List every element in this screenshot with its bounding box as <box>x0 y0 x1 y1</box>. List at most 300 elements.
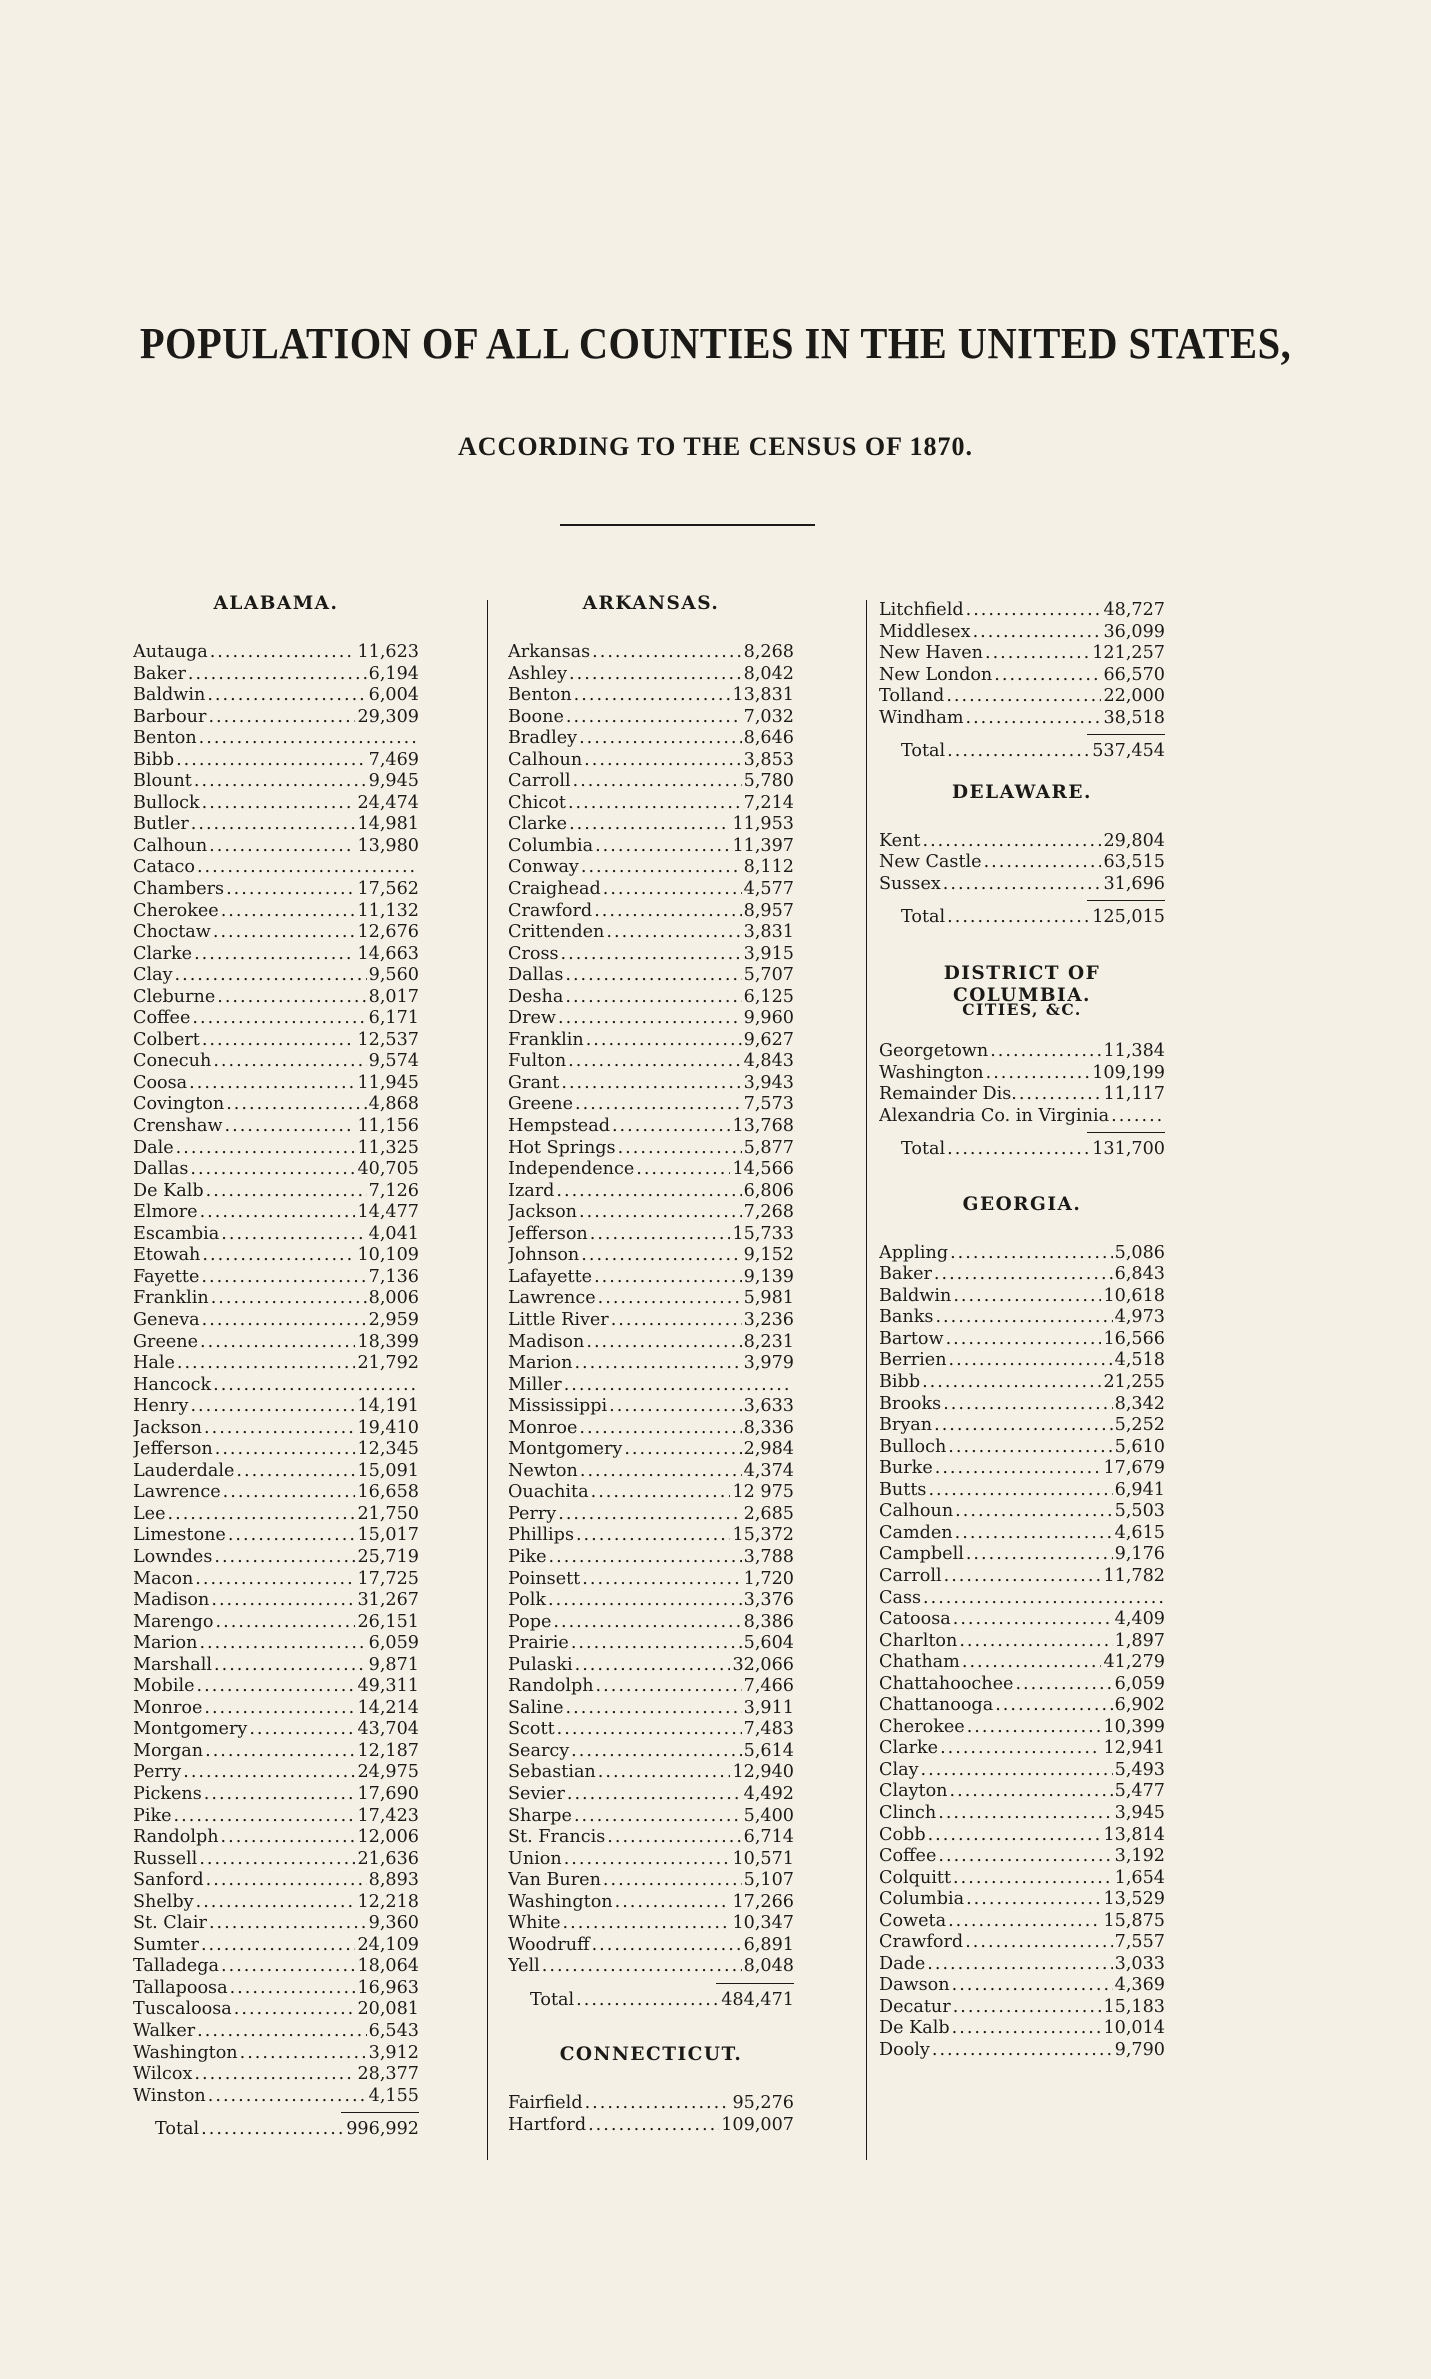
county-row <box>508 642 794 664</box>
column-divider <box>866 600 867 2160</box>
county-population: 48,727 <box>1103 600 1165 620</box>
county-row <box>508 1806 794 1828</box>
county-name: Walker <box>133 2021 196 2041</box>
county-row <box>508 857 794 879</box>
county-row <box>508 707 794 729</box>
dot-leader <box>932 2040 1113 2062</box>
county-population: 40,705 <box>357 1159 419 1180</box>
county-population: 43,704 <box>357 1719 419 1740</box>
county-row <box>133 1999 419 2021</box>
county-row <box>508 1030 794 1052</box>
county-name: Franklin <box>133 1288 209 1309</box>
county-population: 3,236 <box>743 1309 794 1330</box>
county-row <box>133 1784 419 1806</box>
total-value: 537,454 <box>1092 741 1165 762</box>
county-name: Mississippi <box>508 1396 608 1417</box>
county-name: Clarke <box>133 943 193 964</box>
county-population: 11,782 <box>1103 1565 1165 1586</box>
county-name: Pike <box>133 1805 172 1826</box>
county-row <box>879 622 1165 644</box>
county-name: Etowah <box>133 1245 201 1266</box>
county-population: 2,959 <box>368 1309 419 1330</box>
dot-leader <box>934 1264 1113 1286</box>
county-population: 3,376 <box>743 1590 794 1611</box>
county-population: 13,768 <box>732 1116 794 1137</box>
county-population: 15,183 <box>1103 1996 1165 2017</box>
county-name: Macon <box>133 1568 194 1589</box>
county-row <box>879 1501 1165 1523</box>
county-population: 8,042 <box>743 663 794 684</box>
dot-leader <box>995 1695 1112 1717</box>
county-population: 20,081 <box>357 1999 419 2020</box>
county-population: 21,255 <box>1103 1372 1165 1393</box>
column-1 <box>133 594 419 2141</box>
dot-leader <box>204 1418 355 1440</box>
dot-leader <box>921 1760 1113 1782</box>
county-name: Talladega <box>133 1956 220 1977</box>
column-divider <box>487 600 488 2160</box>
county-population: 4,973 <box>1114 1307 1165 1328</box>
county-population: 12,676 <box>357 922 419 943</box>
county-name: Choctaw <box>133 922 211 943</box>
dot-leader <box>950 1243 1113 1265</box>
county-population: 9,960 <box>743 1008 794 1029</box>
county-population: 13,831 <box>732 685 794 706</box>
county-row <box>133 944 419 966</box>
county-row <box>879 643 1165 665</box>
dot-leader <box>249 1719 355 1741</box>
county-row <box>508 1375 794 1397</box>
county-row <box>133 965 419 987</box>
county-name: White <box>508 1913 561 1934</box>
county-population: 12,187 <box>357 1740 419 1761</box>
county-row <box>133 1806 419 1828</box>
county-name: Kent <box>879 830 921 851</box>
county-population: 3,911 <box>743 1697 794 1718</box>
dot-leader <box>202 1310 367 1332</box>
dot-leader <box>586 1332 741 1354</box>
county-row <box>133 750 419 772</box>
county-row <box>879 1415 1165 1437</box>
dot-leader <box>211 1288 367 1310</box>
county-name: Washington <box>508 1891 613 1912</box>
dot-leader <box>966 1544 1113 1566</box>
county-name: Polk <box>508 1590 547 1611</box>
dot-leader <box>594 1267 742 1289</box>
county-population: 4,369 <box>1114 1975 1165 1996</box>
county-row <box>508 2093 794 2115</box>
county-name: Marshall <box>133 1654 213 1675</box>
county-row <box>133 1245 419 1267</box>
county-population: 6,902 <box>1114 1695 1165 1716</box>
dot-leader <box>966 708 1102 730</box>
county-name: Clarke <box>879 1738 939 1759</box>
dot-leader <box>598 1288 742 1310</box>
county-name: Yell <box>508 1956 540 1977</box>
county-row <box>133 1935 419 1957</box>
county-row <box>508 685 794 707</box>
county-row <box>879 1695 1165 1717</box>
county-population: 10,347 <box>732 1913 794 1934</box>
county-row <box>508 1870 794 1892</box>
dot-leader <box>566 707 742 729</box>
county-population: 4,409 <box>1114 1609 1165 1630</box>
county-population: 121,257 <box>1092 643 1165 664</box>
dot-leader <box>994 665 1101 687</box>
county-population: 11,384 <box>1103 1041 1165 1062</box>
county-row <box>508 879 794 901</box>
county-row <box>879 1544 1165 1566</box>
total-rule <box>879 729 1165 741</box>
total-value: 996,992 <box>346 2119 419 2140</box>
county-row <box>508 836 794 858</box>
county-name: Colquitt <box>879 1867 952 1888</box>
county-row <box>879 1738 1165 1760</box>
county-name: Catoosa <box>879 1609 951 1630</box>
county-population: 15,875 <box>1103 1910 1165 1931</box>
dot-leader <box>223 1482 356 1504</box>
dot-leader <box>190 1159 355 1181</box>
dot-leader <box>579 1418 741 1440</box>
county-name: Tallapoosa <box>133 1977 228 1998</box>
county-name: Limestone <box>133 1525 226 1546</box>
dot-leader <box>607 1827 741 1849</box>
county-name: Cass <box>879 1587 922 1608</box>
dot-leader <box>208 2086 367 2108</box>
county-name: Chattanooga <box>879 1695 994 1716</box>
county-population: 6,891 <box>743 1934 794 1955</box>
county-row <box>508 1762 794 1784</box>
county-population: 8,112 <box>743 857 794 878</box>
dot-leader <box>953 1997 1102 2019</box>
dot-leader <box>183 1762 355 1784</box>
county-population: 4,155 <box>368 2085 419 2106</box>
dot-leader <box>188 664 367 686</box>
county-row <box>133 1913 419 1935</box>
dot-leader <box>214 1547 355 1569</box>
county-name: Hot Springs <box>508 1137 616 1158</box>
county-name: Clinch <box>879 1802 937 1823</box>
county-population: 7,136 <box>368 1266 419 1287</box>
county-row <box>508 1288 794 1310</box>
dot-leader <box>226 1094 366 1116</box>
county-name: Camden <box>879 1522 953 1543</box>
county-population: 16,566 <box>1103 1328 1165 1349</box>
county-row <box>133 1762 419 1784</box>
county-row <box>133 1375 419 1397</box>
state-heading-georgia: GEORGIA. <box>962 1193 1082 1215</box>
county-name: Hancock <box>133 1374 212 1395</box>
county-name: Lawrence <box>133 1482 221 1503</box>
county-row <box>133 1870 419 1892</box>
county-population: 41,279 <box>1103 1652 1165 1673</box>
dot-leader <box>922 831 1101 853</box>
county-population: 6,806 <box>743 1180 794 1201</box>
dot-leader <box>609 1396 741 1418</box>
dot-leader <box>189 1073 355 1095</box>
total-label: Total <box>530 1989 575 2010</box>
county-row <box>879 1458 1165 1480</box>
county-row <box>508 814 794 836</box>
county-row <box>879 1243 1165 1265</box>
dot-leader <box>190 1396 355 1418</box>
county-population: 4,615 <box>1114 1522 1165 1543</box>
total-rule <box>133 2107 419 2119</box>
dot-leader <box>934 1415 1113 1437</box>
county-name: Monroe <box>508 1417 578 1438</box>
dot-leader <box>581 1245 741 1267</box>
county-population: 3,192 <box>1114 1846 1165 1867</box>
county-row <box>508 664 794 686</box>
city-list-dc <box>879 1041 1165 1127</box>
dot-leader <box>624 1439 741 1461</box>
county-population: 10,399 <box>1103 1716 1165 1737</box>
county-row <box>133 1461 419 1483</box>
county-row <box>133 707 419 729</box>
county-name: Cataco <box>133 857 195 878</box>
county-population: 3,831 <box>743 922 794 943</box>
county-population: 18,064 <box>357 1956 419 1977</box>
county-row <box>508 2115 794 2137</box>
dot-leader <box>176 750 367 772</box>
county-row <box>133 1288 419 1310</box>
state-heading-connecticut: CONNECTICUT. <box>559 2044 743 2066</box>
county-row <box>133 1202 419 1224</box>
dot-leader <box>590 1224 731 1246</box>
county-name: Lafayette <box>508 1266 593 1287</box>
county-name: Calhoun <box>133 835 208 856</box>
county-name: Elmore <box>133 1202 198 1223</box>
county-row <box>133 1224 419 1246</box>
county-row <box>133 793 419 815</box>
county-population: 17,423 <box>357 1805 419 1826</box>
county-population: 12,345 <box>357 1439 419 1460</box>
county-population: 109,199 <box>1092 1062 1165 1083</box>
dot-leader <box>1015 1674 1112 1696</box>
dot-leader <box>556 1181 741 1203</box>
county-row <box>879 2018 1165 2040</box>
county-row <box>879 1932 1165 1954</box>
county-name: Chatham <box>879 1652 960 1673</box>
county-name: Madison <box>133 1590 210 1611</box>
dot-leader <box>985 643 1090 665</box>
county-row <box>133 1892 419 1914</box>
total-row-arkansas <box>530 1990 794 2012</box>
county-name: Sebastian <box>508 1762 596 1783</box>
county-row <box>508 1396 794 1418</box>
county-name: Lowndes <box>133 1546 213 1567</box>
dot-leader <box>194 2064 355 2086</box>
county-population: 12,940 <box>732 1762 794 1783</box>
dot-leader <box>199 1849 355 1871</box>
dot-leader <box>168 1504 356 1526</box>
county-row <box>508 1310 794 1332</box>
county-name: Saline <box>508 1697 564 1718</box>
county-row <box>508 1461 794 1483</box>
county-row <box>508 1439 794 1461</box>
county-population: 3,979 <box>743 1353 794 1374</box>
county-population: 16,963 <box>357 1977 419 1998</box>
county-name: St. Francis <box>508 1827 606 1848</box>
county-population: 28,377 <box>357 2064 419 2085</box>
dot-leader <box>946 686 1101 708</box>
county-name: Pike <box>508 1546 547 1567</box>
county-row <box>508 1267 794 1289</box>
county-row <box>508 1418 794 1440</box>
county-population: 6,059 <box>368 1633 419 1654</box>
dot-leader <box>569 814 730 836</box>
county-row <box>133 836 419 858</box>
county-name: Henry <box>133 1396 189 1417</box>
dot-leader <box>191 814 356 836</box>
county-row <box>508 1181 794 1203</box>
county-name: Winston <box>133 2085 206 2106</box>
dot-leader <box>564 1849 731 1871</box>
county-population: 6,171 <box>368 1008 419 1029</box>
dot-leader <box>194 771 367 793</box>
dot-leader <box>606 922 741 944</box>
total-label: Total <box>901 741 946 762</box>
county-name: Clay <box>133 965 173 986</box>
county-population: 10,014 <box>1103 2018 1165 2039</box>
county-name: Alexandria Co. in Virginia <box>879 1105 1110 1126</box>
county-list-connecticut-a <box>508 2093 794 2136</box>
county-row <box>133 771 419 793</box>
county-row <box>879 1307 1165 1329</box>
dot-leader <box>206 1870 367 1892</box>
county-population: 12 975 <box>732 1482 794 1503</box>
dot-leader <box>615 1892 731 1914</box>
county-population: 9,176 <box>1114 1544 1165 1565</box>
county-population: 12,941 <box>1103 1738 1165 1759</box>
county-name: Perry <box>133 1762 182 1783</box>
county-row <box>879 1717 1165 1739</box>
column-3 <box>879 600 1165 2062</box>
dot-leader <box>585 2093 731 2115</box>
county-row <box>133 1396 419 1418</box>
dot-leader <box>959 1631 1112 1653</box>
dot-leader <box>557 1719 742 1741</box>
county-population: 32,066 <box>732 1654 794 1675</box>
county-population: 2,984 <box>743 1439 794 1460</box>
county-row <box>879 1975 1165 1997</box>
county-population: 38,518 <box>1103 707 1165 728</box>
county-population: 15,091 <box>357 1460 419 1481</box>
county-name: Butler <box>133 814 189 835</box>
county-row <box>133 1978 419 2000</box>
dot-leader <box>592 1935 742 1957</box>
county-row <box>879 1286 1165 1308</box>
dot-leader <box>234 1999 356 2021</box>
county-population: 5,614 <box>743 1740 794 1761</box>
county-row <box>879 1588 1165 1610</box>
county-row <box>133 1741 419 1763</box>
county-population: 8,342 <box>1114 1393 1165 1414</box>
county-population: 11,117 <box>1103 1084 1165 1105</box>
county-name: Jefferson <box>508 1223 588 1244</box>
dot-leader <box>574 685 731 707</box>
county-name: Randolph <box>133 1827 219 1848</box>
dot-leader <box>174 1806 356 1828</box>
county-row <box>133 1590 419 1612</box>
county-population: 14,566 <box>732 1159 794 1180</box>
dot-leader <box>940 1738 1101 1760</box>
county-population: 17,679 <box>1103 1458 1165 1479</box>
county-row <box>879 1041 1165 1063</box>
county-row <box>133 1094 419 1116</box>
dot-leader <box>580 1461 742 1483</box>
dot-leader <box>204 1784 356 1806</box>
county-row <box>508 965 794 987</box>
county-population: 8,231 <box>743 1331 794 1352</box>
county-name: Carroll <box>508 771 571 792</box>
county-population: 14,981 <box>357 814 419 835</box>
county-population: 4,577 <box>743 879 794 900</box>
county-population: 1,654 <box>1114 1867 1165 1888</box>
county-row <box>133 1051 419 1073</box>
county-name: Columbia <box>879 1889 965 1910</box>
county-population: 6,059 <box>1114 1673 1165 1694</box>
county-name: Union <box>508 1848 562 1869</box>
county-population: 9,360 <box>368 1913 419 1934</box>
dot-leader <box>221 901 356 923</box>
county-name: Sharpe <box>508 1805 572 1826</box>
dot-leader <box>962 1652 1102 1674</box>
county-row <box>133 1138 419 1160</box>
county-row <box>133 1159 419 1181</box>
county-name: Hempstead <box>508 1116 610 1137</box>
county-name: Izard <box>508 1180 555 1201</box>
county-population: 8,268 <box>743 642 794 662</box>
county-row <box>133 901 419 923</box>
dot-leader <box>197 1676 356 1698</box>
county-population: 13,529 <box>1103 1889 1165 1910</box>
dot-leader <box>200 1332 355 1354</box>
county-population: 9,790 <box>1114 2039 1165 2060</box>
county-row <box>133 1418 419 1440</box>
county-row <box>508 1202 794 1224</box>
county-name: Miller <box>508 1374 562 1395</box>
county-name: Arkansas <box>508 642 591 662</box>
county-population: 9,945 <box>368 771 419 792</box>
county-population: 15,372 <box>732 1525 794 1546</box>
county-population: 15,733 <box>732 1223 794 1244</box>
county-row <box>133 1504 419 1526</box>
county-row <box>133 2064 419 2086</box>
dot-leader <box>206 1181 367 1203</box>
county-name: Calhoun <box>508 749 583 770</box>
dot-leader <box>612 1116 730 1138</box>
county-name: Coweta <box>879 1910 947 1931</box>
county-row <box>508 944 794 966</box>
county-population: 5,503 <box>1114 1501 1165 1522</box>
dc-subheading: CITIES, &C. <box>962 1000 1082 1020</box>
dot-leader <box>230 1978 356 2000</box>
dot-leader <box>573 771 742 793</box>
county-population: 3,633 <box>743 1396 794 1417</box>
county-name: Banks <box>879 1307 934 1328</box>
county-population: 8,336 <box>743 1417 794 1438</box>
county-row <box>133 1353 419 1375</box>
total-rule <box>508 1978 794 1990</box>
dot-leader <box>581 857 742 879</box>
county-population: 5,252 <box>1114 1415 1165 1436</box>
dot-leader <box>542 1956 742 1978</box>
county-name: Cleburne <box>133 986 216 1007</box>
county-name: Middlesex <box>879 621 971 642</box>
county-name: Windham <box>879 707 964 728</box>
dot-leader <box>611 1310 742 1332</box>
